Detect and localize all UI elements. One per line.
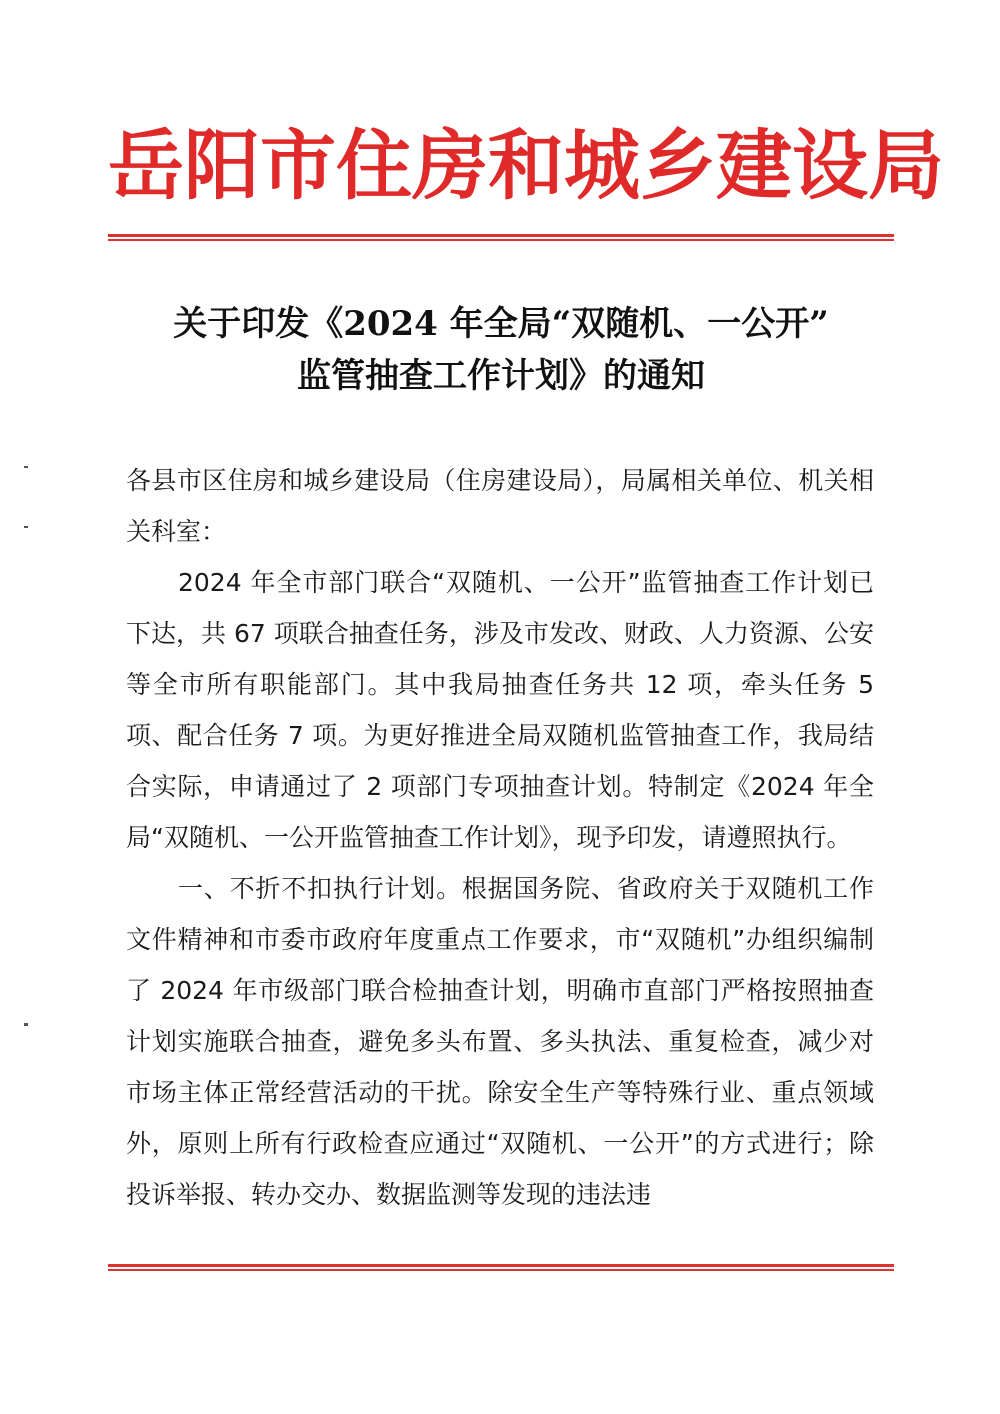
- letterhead-divider: [108, 234, 894, 241]
- paragraph-intro: 2024 年全市部门联合“双随机、一公开”监管抽查工作计划已下达，共 67 项联合抽查任务，涉及市发改、财政、人力资源、公安等全市所有职能部门。其中我局抽查任务共 12 项，牵头任务 5 项、配合任务 7 项。为更好推进全局双随机监管抽查工作，我局结合实际，申请通过了 2 项部门专项抽查计划。特制定《2024 年全局“双随机、一公开监管抽查工作计划》，现予印发，请遵照执行。: [126, 568, 874, 852]
- document-title-line-2: 监管抽查工作计划》的通知: [297, 356, 705, 396]
- scan-mark: [24, 1023, 28, 1026]
- letterhead-organization: 岳阳市住房和城乡建设局: [108, 121, 944, 210]
- paragraph-section-one: 一、不折不扣执行计划。根据国务院、省政府关于双随机工作文件精神和市委市政府年度重点工作要求，市“双随机”办组织编制了 2024 年市级部门联合检抽查计划，明确市直部门严格按照抽查计划实施联合抽查，避免多头布置、多头执法、重复检查，减少对市场主体正常经营活动的干扰。除安全生产等特殊行业、重点领域外，原则上所有行政检查应通过“双随机、一公开”的方式进行；除投诉举报、转办交办、数据监测等发现的违法违: [126, 874, 874, 1209]
- scan-mark: [24, 466, 28, 468]
- footer-divider: [108, 1264, 894, 1271]
- document-body: [126, 455, 874, 1220]
- salutation: 各县市区住房和城乡建设局（住房建设局），局属相关单位、机关相关科室：: [126, 466, 874, 546]
- document-title: [108, 298, 894, 402]
- scan-mark: [24, 526, 28, 528]
- document-title-line-1: 关于印发《2024 年全局“双随机、一公开”: [173, 304, 829, 344]
